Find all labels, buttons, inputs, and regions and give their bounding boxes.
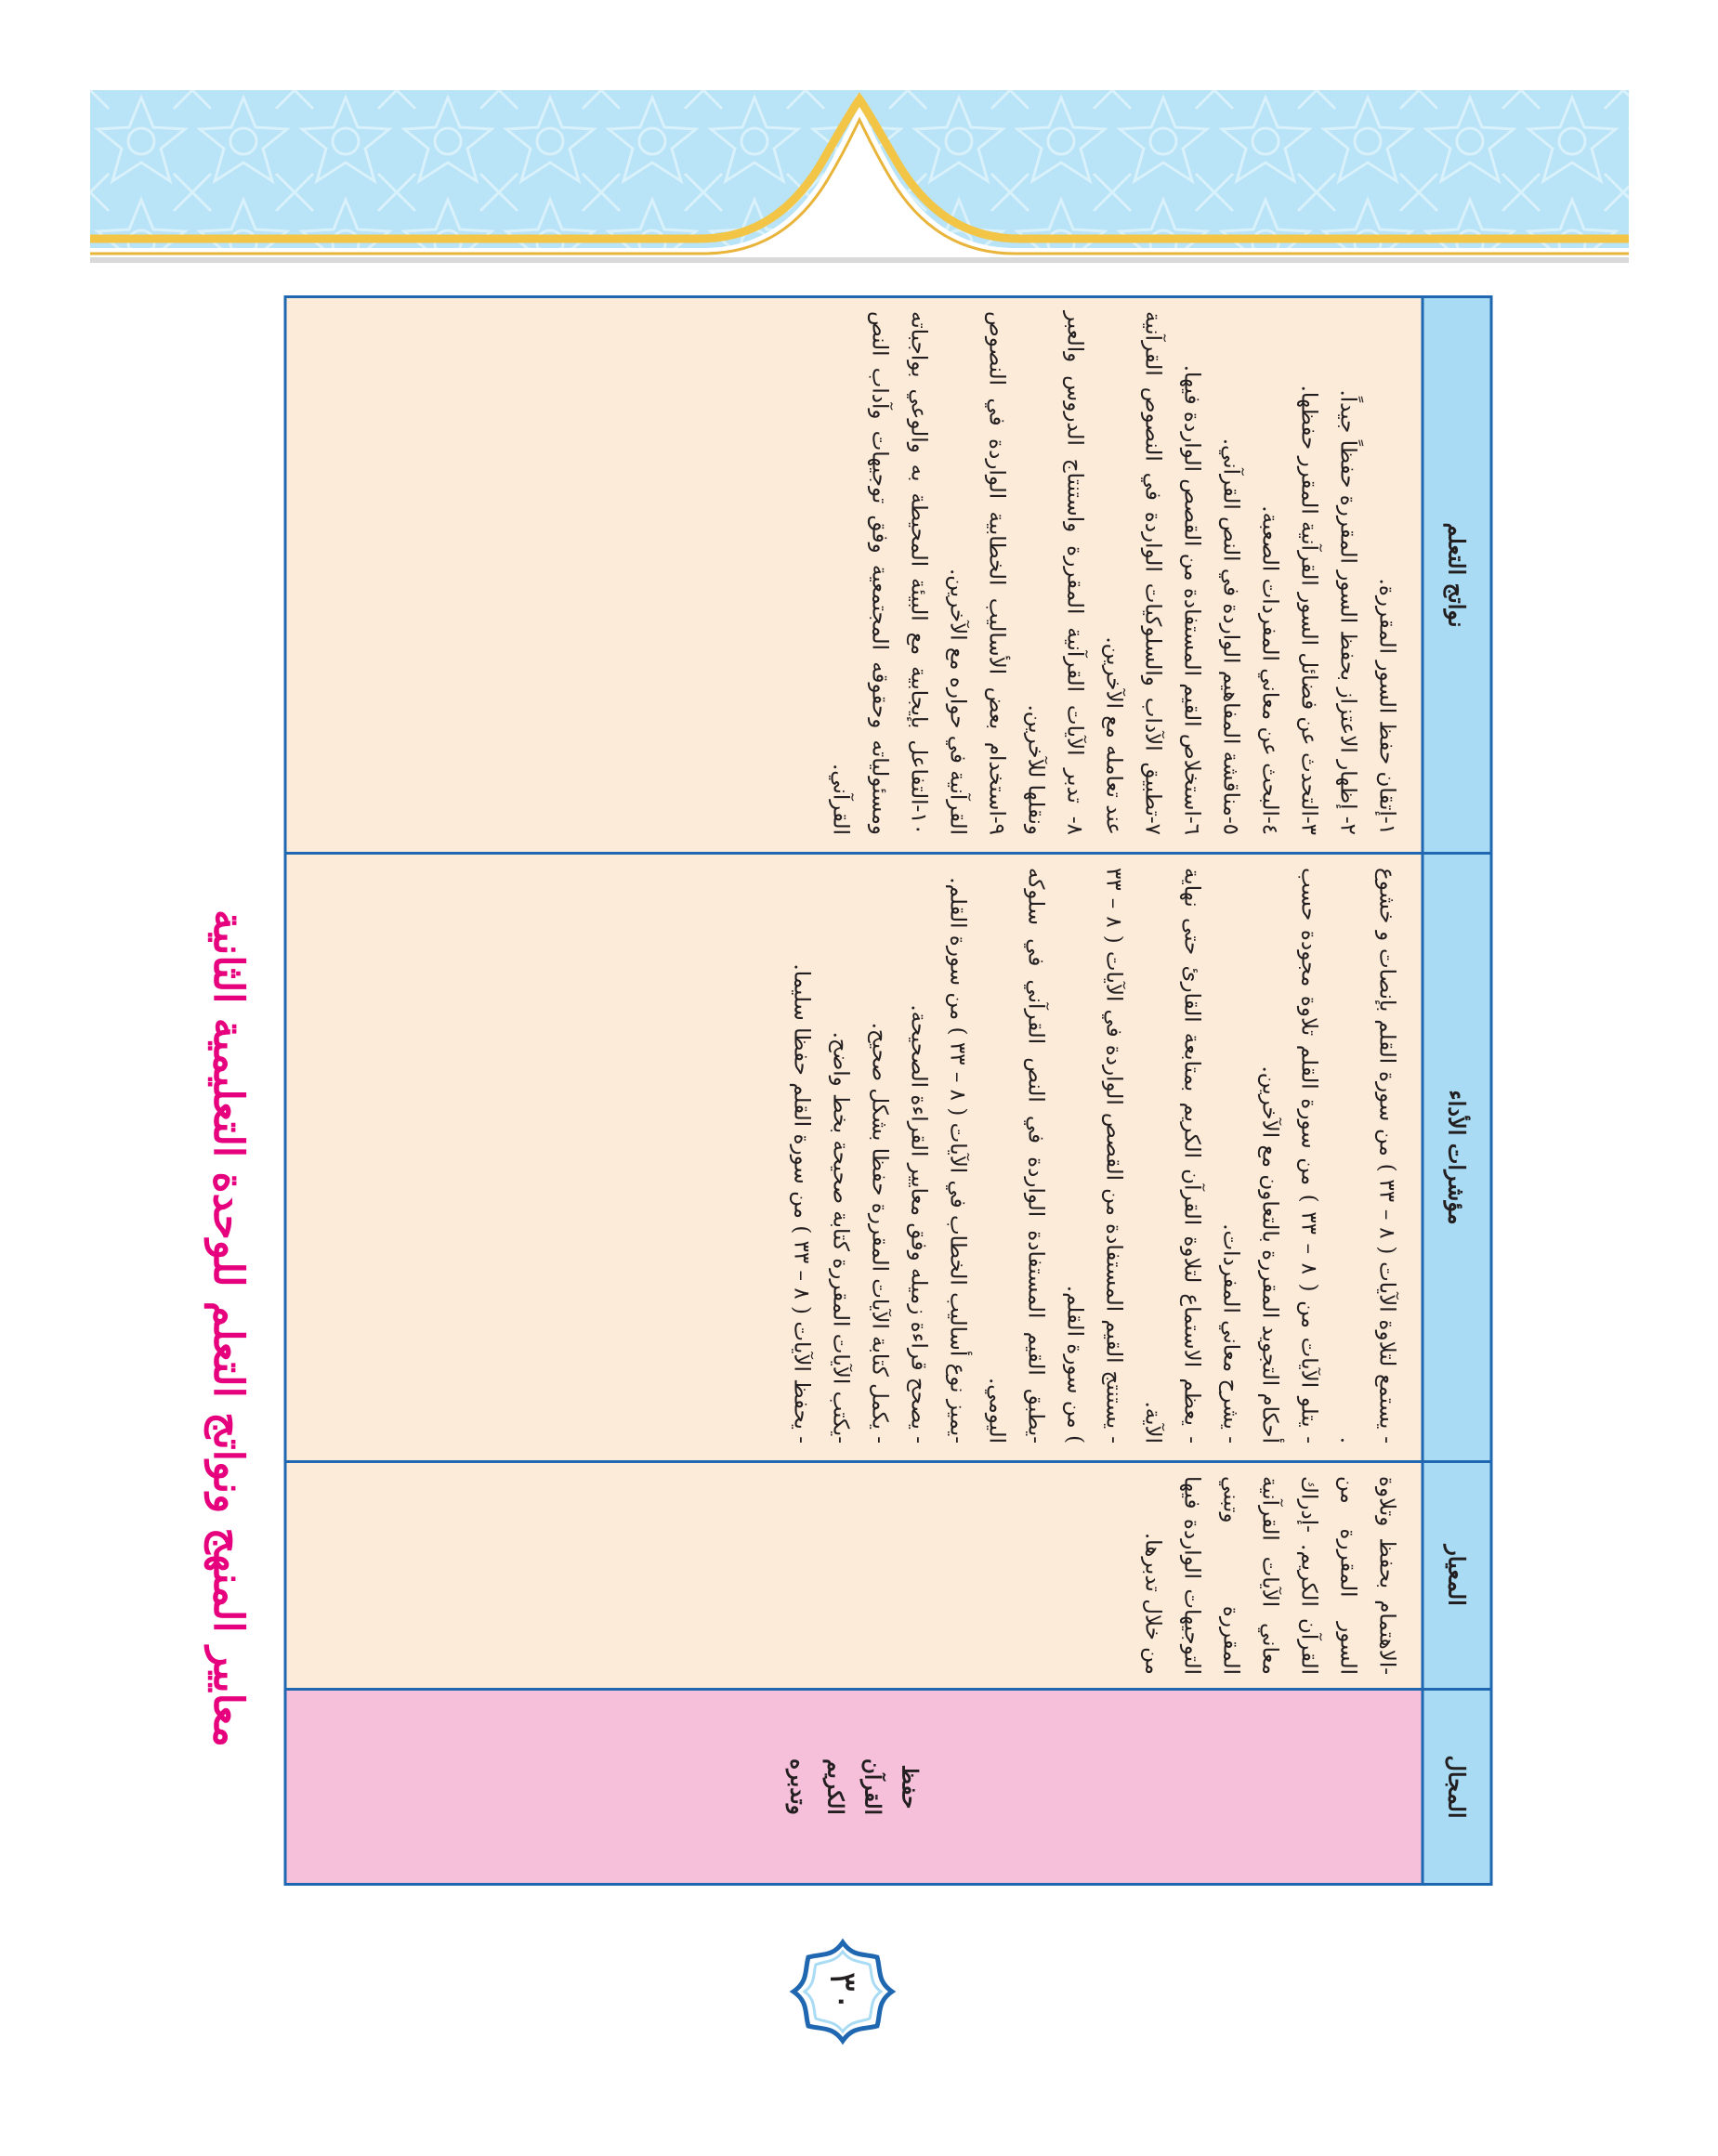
indicators-list <box>772 855 1421 1460</box>
list-item: ٧-تطبيق الآداب والسلوكيات الواردة في النصوص القرآنية عند تعامله مع الآخرين. <box>1101 311 1164 835</box>
header-domain: المجال <box>1423 1688 1489 1883</box>
list-item: - يستمع لتلاوة الآيات ( ٨ – ٣٣ ) من سورة القلم بإنصات و خشوع . <box>1335 868 1398 1444</box>
header-outcomes: نواتج التعلم <box>1443 522 1470 628</box>
table-body-row <box>286 298 1421 1883</box>
table-header-row <box>1421 298 1489 1883</box>
list-item: ٦-استخلاص القيم المستفادة من القصص الواردة فيها. <box>1179 364 1203 835</box>
page-title: معايير المنهج ونواتج التعلم للوحدة التعليمية الثانية <box>204 909 252 1747</box>
list-item: - يتلو الآيات من ( ٨ – ٣٣ ) من سورة القلم تلاوة مجودة حسب أحكام التجويد المقررة بالتعاون مع الآخرين. <box>1257 868 1320 1444</box>
page-number: ٣٠ <box>821 1971 864 2012</box>
list-item: -يميز نوع أساليب الخطاب في الآيات ( ٨ – ٣٣ ) من سورة القلم. <box>945 877 969 1444</box>
table-container <box>283 295 1492 1886</box>
indicators-cell <box>286 852 1421 1460</box>
list-item: - يكمل كتابة الآيات المقررة حفظا بشكل صحيح. <box>867 1022 891 1444</box>
title-container <box>190 725 265 1932</box>
list-item: ٨- تدبر الآيات القرآنية المقررة واستنتاج الدروس والعبر ونقلها للآخرين. <box>1023 311 1086 835</box>
list-item: - يعظم الاستماع لتلاوة القرآن الكريم بمتابعة القارئ حتى نهاية الآية. <box>1140 868 1203 1444</box>
list-item: - يصحح قراءة زميله وفق معايير القراءة الصحيحة. <box>906 1004 930 1444</box>
domain-text: حفظ القرآن الكريم وتدبره <box>785 1757 923 1815</box>
list-item: ٩-استخدام بعض الأساليب الخطابية الواردة في النصوص القرآنية في حواره مع الآخرين. <box>945 311 1008 835</box>
list-item: -يطبق القيم المستفادة الواردة في النص القرآني في سلوكه اليومي. <box>984 868 1047 1444</box>
standards-table <box>283 295 1492 1886</box>
list-item: ٤-البحث عن معاني المفردات الصعبة. <box>1257 505 1281 835</box>
list-item: ٥-مناقشة المفاهيم الواردة في النص القرآني. <box>1218 438 1242 835</box>
list-item: - يستنتج القيم المستفادة من القصص الواردة في الآيات ( ٨ – ٣٣ ) من سورة القلم. <box>1062 868 1125 1444</box>
page-number-badge <box>788 1937 898 2046</box>
header-standard: المعيار <box>1423 1460 1489 1688</box>
header-indicators: مؤشرات الأداء <box>1423 852 1489 1460</box>
outcomes-list <box>811 298 1421 852</box>
standard-text: -الاهتمام بحفظ وتلاوة السور المقررة من القرآن الكريم. -إدراك معاني الآيات القرآنية المقررة وتبني التوجيهات الواردة فيها من خلال تدبرها. <box>1140 1476 1398 1675</box>
list-item: - يحفظ الآيات ( ٨ – ٣٣ ) من سورة القلم حفظا سليما. <box>789 963 813 1444</box>
decorative-banner <box>90 90 1629 267</box>
list-item: ١٠-التفاعل بإيجابية مع البيئة المحيطة به والوعي بواجباته ومسئولياته وحقوقه المجتمعية وفق توجيهات وآداب النص القرآني. <box>828 311 930 835</box>
outcomes-cell <box>286 298 1421 852</box>
list-item: ٢- إظهار الاعتزاز بحفظ السور المقررة حفظاً جيداً. <box>1335 389 1359 835</box>
domain-cell <box>286 1688 1421 1883</box>
list-item: - يشرح معاني المفردات. <box>1218 1223 1242 1444</box>
list-item: ٣-التحدث عن فضائل السور القرآنية المقرر حفظها. <box>1296 385 1320 835</box>
list-item: ١-إتقان حفظ السور المقررة. <box>1374 578 1398 835</box>
standard-cell <box>286 1460 1421 1688</box>
list-item: -يكتب الآيات المقررة كتابة صحيحة بخط واضح. <box>828 1031 852 1444</box>
